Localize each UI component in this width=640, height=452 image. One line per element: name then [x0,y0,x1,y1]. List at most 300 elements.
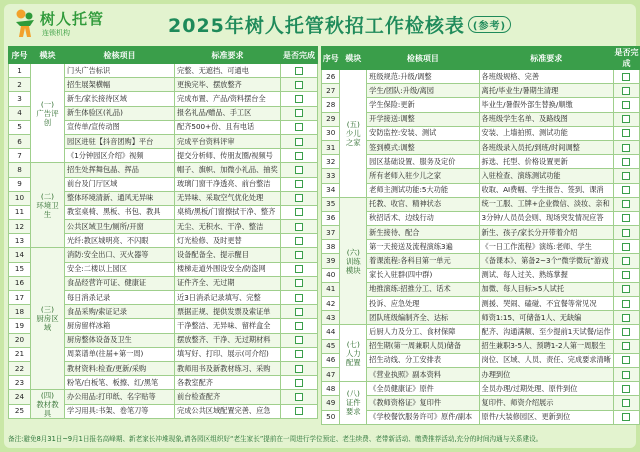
standard-requirement: 招生兼职3-5人、预聘1-2人第一周服生 [479,339,613,353]
done-cell[interactable] [613,98,639,112]
done-cell[interactable] [281,149,318,163]
row-number: 23 [9,376,31,390]
standard-requirement: 离托/毕业生/暑期生清理 [479,84,613,98]
done-checkbox[interactable] [622,144,630,152]
col-standard-header: 标准要求 [479,47,613,70]
done-cell[interactable] [281,64,318,78]
check-item: 《营业执照》副本资料 [367,367,479,381]
row-number: 37 [322,226,340,240]
done-cell[interactable] [613,268,639,282]
standard-requirement: 填写好、打印、展示(可介绍) [175,347,281,361]
standard-requirement: 桌椅/黑板/门窗擦拭干净、整齐 [175,205,281,219]
table-row [322,254,640,268]
done-checkbox[interactable] [622,73,630,81]
check-item: 周菜谱单(往届+第一周) [65,347,175,361]
done-checkbox[interactable] [622,271,630,279]
standard-requirement: 前台检查配齐 [175,390,281,404]
standard-requirement: 完成公共区域配置完善、应急 [175,404,281,418]
check-item: 团队班级编制齐全、达标 [367,311,479,325]
module-label: (四) 教材教具 [31,390,65,418]
done-checkbox[interactable] [295,407,303,415]
table-row [322,297,640,311]
table-row [9,163,318,177]
done-cell[interactable] [613,183,639,197]
col-item-header: 检核项目 [367,47,479,70]
done-checkbox[interactable] [295,379,303,387]
row-number: 25 [9,404,31,418]
row-number: 10 [9,191,31,205]
table-row [322,98,640,112]
check-item: 班级规范:升级/调整 [367,70,479,84]
table-row [322,268,640,282]
module-label: (五) 少儿之家 [340,70,367,198]
row-number: 39 [322,254,340,268]
row-number: 46 [322,353,340,367]
done-cell[interactable] [281,361,318,375]
done-cell[interactable] [281,347,318,361]
check-item: 食品采购/索证记录 [65,305,175,319]
table-row [322,325,640,339]
table-row [322,382,640,396]
check-item: 办公用品:打印纸、名字贴等 [65,390,175,404]
done-cell[interactable] [613,254,639,268]
check-item: 投诉、应急处理 [367,297,479,311]
standard-requirement: 无尘、无积水、干净、整洁 [175,220,281,234]
module-label: (八) 证件要求 [340,382,367,425]
done-cell[interactable] [613,126,639,140]
standard-requirement: 证件齐全、无过期 [175,276,281,290]
check-item: 地推演练:招推分工、话术 [367,282,479,296]
done-cell[interactable] [613,382,639,396]
done-checkbox[interactable] [295,223,303,231]
row-number: 19 [9,319,31,333]
standard-requirement: 更换完毕、摆放整齐 [175,78,281,92]
standard-requirement: 收取、AI费幅、学生报告、签到、课消 [479,183,613,197]
row-number: 22 [9,361,31,375]
checklist-table-right [321,46,640,425]
check-item: 托教、收官、精神状态 [367,197,479,211]
row-number: 8 [9,163,31,177]
done-checkbox[interactable] [622,385,630,393]
done-checkbox[interactable] [295,67,303,75]
done-checkbox[interactable] [295,109,303,117]
done-checkbox[interactable] [622,158,630,166]
standard-requirement: 完成平台资料评审 [175,134,281,148]
done-checkbox[interactable] [622,214,630,222]
standard-requirement: 教师用书及新教材练习、采购 [175,361,281,375]
brand-logo [12,6,122,40]
standard-requirement: 岗位、区域、人员、责任、完成要求清晰 [479,353,613,367]
standard-requirement: 提交分析师、传朋友圈/视频号 [175,149,281,163]
row-number: 38 [322,240,340,254]
done-cell[interactable] [281,163,318,177]
header [0,0,640,46]
done-cell[interactable] [613,240,639,254]
table-row [322,282,640,296]
check-item: 整体环境清新、通风无异味 [65,191,175,205]
table-row [322,140,640,154]
check-item: 招生期(第一周兼职人员)储备 [367,339,479,353]
standard-requirement: 完成布置、产品/资料摆台全 [175,92,281,106]
check-item: 宣传单/宣传动图 [65,120,175,134]
done-checkbox[interactable] [295,208,303,216]
done-checkbox[interactable] [622,314,630,322]
check-item: 学生/团队:升级/离园 [367,84,479,98]
check-item: 园区进驻【抖音团购】平台 [65,134,175,148]
done-cell[interactable] [281,390,318,404]
standard-requirement: 各班级学生名单、及路线图 [479,112,613,126]
row-number: 27 [322,84,340,98]
check-item: 粉笔/白板笔、板擦、红/黑笔 [65,376,175,390]
row-number: 40 [322,268,340,282]
title-note: (参考) [468,16,511,33]
done-cell[interactable] [613,197,639,211]
check-item: 教室桌椅、黑板、书包、教具 [65,205,175,219]
done-cell[interactable] [281,276,318,290]
done-checkbox[interactable] [622,399,630,407]
row-number: 9 [9,177,31,191]
row-number: 44 [322,325,340,339]
module-label: (三) 厨房区域 [31,248,65,390]
table-row [9,64,318,78]
standard-requirement: 各班级录入员托/到班/时间调整 [479,140,613,154]
table-row [322,197,640,211]
standard-requirement: 拆选、托型、价格设置更新 [479,155,613,169]
col-module-header: 模块 [340,47,367,70]
table-row [322,240,640,254]
done-checkbox[interactable] [622,87,630,95]
check-item: 开学接送:调整 [367,112,479,126]
done-checkbox[interactable] [622,101,630,109]
standard-requirement: 全员办理/过期处理、原件到位 [479,382,613,396]
done-checkbox[interactable] [622,342,630,350]
standard-requirement: 票据正规、提供发票及索证单 [175,305,281,319]
check-item: 厨房整体设备及卫生 [65,333,175,347]
row-number: 29 [322,112,340,126]
standard-requirement: 安装、上墙拍照、测试功能 [479,126,613,140]
standard-requirement: 摆放整齐、干净、无过期材料 [175,333,281,347]
standard-requirement: 毕业生/暑假外部生替换/顺缴 [479,98,613,112]
done-checkbox[interactable] [622,129,630,137]
standard-requirement: 近3日消杀记录填写、完整 [175,291,281,305]
done-checkbox[interactable] [295,180,303,188]
done-checkbox[interactable] [295,166,303,174]
row-number: 21 [9,347,31,361]
check-item: 安防监控:安装、测试 [367,126,479,140]
table-row [322,339,640,353]
check-item: 后厨人力及分工、食材保障 [367,325,479,339]
row-number: 36 [322,211,340,225]
check-item: 安全:二楼以上园区 [65,262,175,276]
row-number: 50 [322,410,340,424]
table-row [322,226,640,240]
check-item: 招生展架横幅 [65,78,175,92]
standard-requirement: 3分钟/人员员会则、现场突发情况应答 [479,211,613,225]
table-row [322,367,640,381]
check-item: 学习用具:书架、卷笔刀等 [65,404,175,418]
done-checkbox[interactable] [622,257,630,265]
done-checkbox[interactable] [622,200,630,208]
standard-requirement: 楼梯走道外围设安全/防盗网 [175,262,281,276]
table-row [322,183,640,197]
done-cell[interactable] [281,177,318,191]
done-cell[interactable] [613,297,639,311]
check-item: 着课流程:各科目第一单元 [367,254,479,268]
col-standard-header: 标准要求 [175,47,281,64]
done-cell[interactable] [613,311,639,325]
row-number: 47 [322,367,340,381]
table-row [9,248,318,262]
done-cell[interactable] [281,78,318,92]
standard-requirement: 加微、每人目标>5人试托 [479,282,613,296]
row-number: 5 [9,120,31,134]
page-title [168,11,511,38]
module-label: (二) 环境卫生 [31,163,65,248]
table-row [322,112,640,126]
check-item: 门头广告标识 [65,64,175,78]
done-cell[interactable] [281,220,318,234]
done-cell[interactable] [281,191,318,205]
col-item-header: 检核项目 [65,47,175,64]
standard-requirement: 原件/大装修园区、更新到位 [479,410,613,424]
row-number: 3 [9,92,31,106]
done-cell[interactable] [281,234,318,248]
module-label: (一) 广告评创 [31,64,65,163]
standard-requirement: 新生、孩子/家长分开带着介绍 [479,226,613,240]
done-cell[interactable] [281,120,318,134]
row-number: 14 [9,248,31,262]
check-item: 秋招话术、边线行动 [367,211,479,225]
check-item: 厨房留样冰箱 [65,319,175,333]
done-checkbox[interactable] [295,322,303,330]
row-number: 12 [9,220,31,234]
check-item: 签到模式:调整 [367,140,479,154]
done-cell[interactable] [281,262,318,276]
check-item: 老师主测试功能:5大功能 [367,183,479,197]
done-cell[interactable] [281,333,318,347]
check-item: 食品经营许可证、健康证 [65,276,175,290]
row-number: 49 [322,396,340,410]
standard-requirement: 帽子、旗帜、加微小礼品、抽奖 [175,163,281,177]
table-row [322,211,640,225]
done-cell[interactable] [281,134,318,148]
row-number: 33 [322,169,340,183]
done-checkbox[interactable] [622,186,630,194]
table-row [9,390,318,404]
check-item: 招生动线、分工安排表 [367,353,479,367]
done-checkbox[interactable] [622,371,630,379]
standard-requirement: 配齐500+份、且有电话 [175,120,281,134]
done-checkbox[interactable] [295,336,303,344]
done-cell[interactable] [281,376,318,390]
done-checkbox[interactable] [295,350,303,358]
done-cell[interactable] [281,92,318,106]
row-number: 16 [9,276,31,290]
check-item: 学生保险:更新 [367,98,479,112]
done-cell[interactable] [613,70,639,84]
done-cell[interactable] [613,169,639,183]
done-checkbox[interactable] [295,138,303,146]
done-cell[interactable] [281,291,318,305]
done-checkbox[interactable] [622,300,630,308]
done-cell[interactable] [613,282,639,296]
standard-requirement: 复印件、师资介绍展示 [479,396,613,410]
row-number: 15 [9,262,31,276]
check-item: 光纤:教区城明亮、不闪眼 [65,234,175,248]
done-cell[interactable] [613,226,639,240]
standard-requirement: 玻璃门窗干净透亮、前台整洁 [175,177,281,191]
row-number: 6 [9,134,31,148]
done-checkbox[interactable] [622,285,630,293]
standard-requirement: 配齐、沟通满额、至少提前1天试餐/运作 [479,325,613,339]
table-row [322,396,640,410]
done-checkbox[interactable] [295,152,303,160]
done-cell[interactable] [613,84,639,98]
check-item: 新生体验区(礼品) [65,106,175,120]
row-number: 30 [322,126,340,140]
done-cell[interactable] [613,339,639,353]
done-cell[interactable] [613,112,639,126]
check-item: 招生处挥舞包晶、挥品 [65,163,175,177]
done-checkbox[interactable] [622,413,630,421]
row-number: 1 [9,64,31,78]
check-item: 《学校餐饮服务许可》原件/副本 [367,410,479,424]
col-done-header: 是否完成 [614,48,639,68]
check-item: 《教师资格证》复印件 [367,396,479,410]
done-checkbox[interactable] [622,243,630,251]
done-cell[interactable] [281,319,318,333]
table-row [322,70,640,84]
row-number: 34 [322,183,340,197]
row-number: 32 [322,155,340,169]
col-num-header: 序号 [322,47,340,70]
done-checkbox[interactable] [622,328,630,336]
done-checkbox[interactable] [622,115,630,123]
check-item: 《全员健康证》原件 [367,382,479,396]
done-checkbox[interactable] [295,194,303,202]
done-checkbox[interactable] [295,393,303,401]
check-item: 家长入驻群(四中群) [367,268,479,282]
standard-requirement: 测试、每人过关、熟练掌握 [479,268,613,282]
done-checkbox[interactable] [295,123,303,131]
done-checkbox[interactable] [295,308,303,316]
check-item: 第一天接送及流程演练3遍 [367,240,479,254]
table-row [322,410,640,424]
check-item: 新生接待、配合 [367,226,479,240]
standard-requirement: 入驻检查、演练测试功能 [479,169,613,183]
done-cell[interactable] [613,396,639,410]
row-number: 2 [9,78,31,92]
checklist-table-left [8,46,318,419]
done-cell[interactable] [613,353,639,367]
standard-requirement: 灯光检修、及时更替 [175,234,281,248]
row-number: 18 [9,305,31,319]
done-checkbox[interactable] [295,294,303,302]
done-checkbox[interactable] [295,365,303,373]
title-text: 2025年树人托管秋招工作检核表 [168,15,465,37]
row-number: 20 [9,333,31,347]
table-row [322,353,640,367]
done-cell[interactable] [281,248,318,262]
table-row [322,311,640,325]
standard-requirement: 各班级规格、完善 [479,70,613,84]
check-item: 每日消杀记录 [65,291,175,305]
row-number: 7 [9,149,31,163]
done-checkbox[interactable] [295,95,303,103]
done-cell[interactable] [281,404,318,418]
standard-requirement: 《一日工作流程》演练:老师、学生 [479,240,613,254]
done-checkbox[interactable] [622,172,630,180]
row-number: 17 [9,291,31,305]
done-cell[interactable] [281,305,318,319]
standard-requirement: 无异味、采取空气优化处理 [175,191,281,205]
done-cell[interactable] [281,106,318,120]
table-row [322,84,640,98]
done-checkbox[interactable] [622,356,630,364]
row-number: 43 [322,311,340,325]
done-cell[interactable] [613,410,639,424]
done-cell[interactable] [613,211,639,225]
module-label: (六) 训练模块 [340,197,367,325]
row-number: 28 [322,98,340,112]
row-number: 48 [322,382,340,396]
row-number: 13 [9,234,31,248]
table-row [322,169,640,183]
standard-requirement: 设备配备全、提示醒目 [175,248,281,262]
table-row [322,155,640,169]
row-number: 26 [322,70,340,84]
check-item: 前台及门厅区域 [65,177,175,191]
col-done-header: 是否完成 [281,47,318,64]
done-cell[interactable] [281,205,318,219]
standard-requirement: 测援、哭闹、磕碰、不宜餐等常见况 [479,297,613,311]
tree-person-icon [12,8,38,38]
row-number: 35 [322,197,340,211]
check-item: 园区基础设置、服务及定价 [367,155,479,169]
table-header-row [9,47,318,64]
done-cell[interactable] [613,155,639,169]
row-number: 11 [9,205,31,219]
table-row [322,126,640,140]
table-header-row [322,47,640,70]
module-label: (七) 人力配置 [340,325,367,382]
standard-requirement: 办理到位 [479,367,613,381]
done-checkbox[interactable] [622,229,630,237]
standard-requirement: 报名礼品/赠品、手工区 [175,106,281,120]
done-cell[interactable] [613,140,639,154]
done-checkbox[interactable] [295,265,303,273]
done-checkbox[interactable] [295,237,303,245]
check-item: 消防:安全出口、灭火器等 [65,248,175,262]
row-number: 24 [9,390,31,404]
done-checkbox[interactable] [295,279,303,287]
col-num-header: 序号 [9,47,31,64]
done-checkbox[interactable] [295,251,303,259]
row-number: 42 [322,297,340,311]
standard-requirement: 师资1:15、可储备1人、无缺编 [479,311,613,325]
done-cell[interactable] [613,325,639,339]
row-number: 31 [322,140,340,154]
check-item: 公共区域卫生/厕所/开窗 [65,220,175,234]
standard-requirement: 完整、无遮挡、可通电 [175,64,281,78]
check-item: 教材资料:检查/更新/采购 [65,361,175,375]
standard-requirement: 干净整洁、无异味、留样盒全 [175,319,281,333]
done-cell[interactable] [613,367,639,381]
done-checkbox[interactable] [295,81,303,89]
row-number: 45 [322,339,340,353]
brand-name: 树人托管 [40,10,105,28]
standard-requirement: 统一工服、工牌+企业微信、淡妆、亲和 [479,197,613,211]
